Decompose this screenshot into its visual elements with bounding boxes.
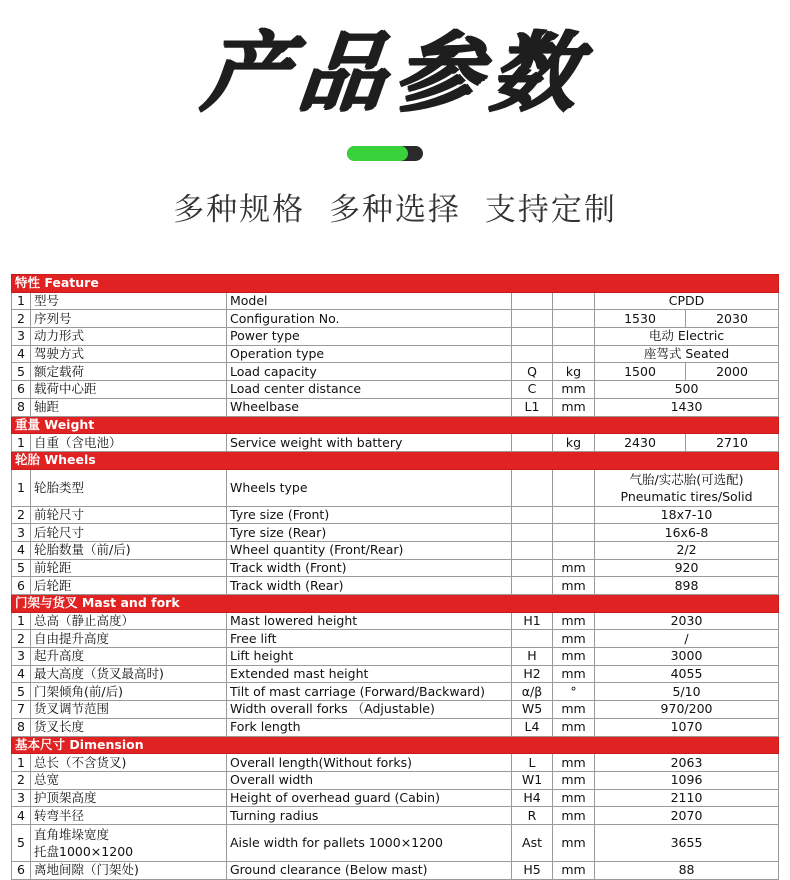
param-unit: [553, 506, 595, 524]
param-unit: mm: [553, 861, 595, 879]
section-header: [12, 595, 779, 613]
param-name-en: Service weight with battery: [227, 434, 512, 452]
param-value: 920: [595, 559, 779, 577]
param-symbol: L: [512, 754, 553, 772]
param-name-cn: 型号: [31, 292, 227, 310]
section-title: 门架与货叉 Mast and fork: [12, 595, 779, 613]
param-unit: kg: [553, 363, 595, 381]
param-symbol: [512, 328, 553, 346]
param-symbol: Q: [512, 363, 553, 381]
param-value: 1530: [595, 310, 686, 328]
param-symbol: [512, 506, 553, 524]
param-value: 2/2: [595, 541, 779, 559]
table-row: [12, 648, 779, 666]
param-name-cn: 动力形式: [31, 328, 227, 346]
param-value: 电动 Electric: [595, 328, 779, 346]
param-name-cn: 后轮距: [31, 577, 227, 595]
param-name-cn: 货叉调节范围: [31, 701, 227, 719]
param-name-en: Load capacity: [227, 363, 512, 381]
param-name-en: Wheels type: [227, 469, 512, 506]
param-name-cn: 总高（静止高度）: [31, 612, 227, 630]
table-row: [12, 541, 779, 559]
param-unit: mm: [553, 824, 595, 861]
param-value: 2110: [595, 789, 779, 807]
param-name-cn: 自由提升高度: [31, 630, 227, 648]
param-name-en: Extended mast height: [227, 665, 512, 683]
param-symbol: H: [512, 648, 553, 666]
param-name-en: Fork length: [227, 718, 512, 736]
page-title: 产品参数: [197, 23, 593, 123]
param-name-en: Load center distance: [227, 381, 512, 399]
subtitle-part: 支持定制: [484, 192, 617, 228]
spec-table-body: [12, 275, 779, 880]
param-symbol: H5: [512, 861, 553, 879]
row-number: 3: [12, 328, 31, 346]
table-row: [12, 630, 779, 648]
param-value: 16x6-8: [595, 524, 779, 542]
table-row: [12, 381, 779, 399]
param-unit: mm: [553, 665, 595, 683]
table-row: [12, 577, 779, 595]
param-unit: °: [553, 683, 595, 701]
param-name-en: Wheelbase: [227, 398, 512, 416]
section-title: 基本尺寸 Dimension: [12, 736, 779, 754]
param-unit: [553, 328, 595, 346]
table-row: [12, 524, 779, 542]
param-unit: mm: [553, 559, 595, 577]
section-header: [12, 736, 779, 754]
param-value: 18x7-10: [595, 506, 779, 524]
param-symbol: H4: [512, 789, 553, 807]
row-number: 3: [12, 648, 31, 666]
param-name-en: Mast lowered height: [227, 612, 512, 630]
table-row: [12, 665, 779, 683]
table-row: [12, 718, 779, 736]
row-number: 6: [12, 381, 31, 399]
row-number: 7: [12, 701, 31, 719]
row-number: 6: [12, 577, 31, 595]
param-value: 2070: [595, 807, 779, 825]
param-unit: [553, 541, 595, 559]
param-name-cn: 额定载荷: [31, 363, 227, 381]
row-number: 3: [12, 789, 31, 807]
subtitle-part: 多种规格: [173, 192, 306, 228]
param-name-en: Ground clearance (Below mast): [227, 861, 512, 879]
row-number: 2: [12, 630, 31, 648]
param-symbol: W5: [512, 701, 553, 719]
param-name-en: Tyre size (Rear): [227, 524, 512, 542]
param-name-cn: 直角堆垛宽度 托盘1000×1200: [31, 824, 227, 861]
progress-pill: [347, 146, 423, 161]
section-header: [12, 451, 779, 469]
param-unit: kg: [553, 434, 595, 452]
row-number: 8: [12, 398, 31, 416]
table-row: [12, 345, 779, 363]
table-row: [12, 328, 779, 346]
param-name-cn: 自重（含电池）: [31, 434, 227, 452]
param-symbol: [512, 310, 553, 328]
subtitle-part: 多种选择: [329, 192, 461, 228]
param-symbol: R: [512, 807, 553, 825]
param-name-en: Overall length(Without forks): [227, 754, 512, 772]
param-name-en: Aisle width for pallets 1000×1200: [227, 824, 512, 861]
row-number: 8: [12, 718, 31, 736]
param-name-en: Track width (Rear): [227, 577, 512, 595]
param-value: 气胎/实芯胎(可选配) Pneumatic tires/Solid: [595, 469, 779, 506]
param-name-en: Operation type: [227, 345, 512, 363]
param-unit: mm: [553, 577, 595, 595]
param-value: 500: [595, 381, 779, 399]
param-symbol: L4: [512, 718, 553, 736]
param-symbol: L1: [512, 398, 553, 416]
row-number: 4: [12, 665, 31, 683]
param-value: 2030: [686, 310, 779, 328]
table-row: [12, 363, 779, 381]
param-name-cn: 总长（不含货叉): [31, 754, 227, 772]
row-number: 4: [12, 345, 31, 363]
table-row: [12, 861, 779, 879]
param-value: 1096: [595, 771, 779, 789]
param-unit: mm: [553, 718, 595, 736]
param-name-en: Width overall forks （Adjustable): [227, 701, 512, 719]
row-number: 5: [12, 824, 31, 861]
param-name-en: Height of overhead guard (Cabin): [227, 789, 512, 807]
row-number: 4: [12, 807, 31, 825]
param-symbol: [512, 577, 553, 595]
table-row: [12, 434, 779, 452]
param-symbol: [512, 292, 553, 310]
subtitle: [0, 188, 790, 232]
param-value: 970/200: [595, 701, 779, 719]
table-row: [12, 398, 779, 416]
param-name-en: Model: [227, 292, 512, 310]
param-value: 座驾式 Seated: [595, 345, 779, 363]
param-value: 898: [595, 577, 779, 595]
param-unit: mm: [553, 789, 595, 807]
param-symbol: [512, 630, 553, 648]
param-name-en: Tyre size (Front): [227, 506, 512, 524]
row-number: 1: [12, 292, 31, 310]
param-name-cn: 货叉长度: [31, 718, 227, 736]
table-row: [12, 789, 779, 807]
section-title: 轮胎 Wheels: [12, 451, 779, 469]
param-value: 3000: [595, 648, 779, 666]
param-name-en: Wheel quantity (Front/Rear): [227, 541, 512, 559]
table-row: [12, 771, 779, 789]
param-value: CPDD: [595, 292, 779, 310]
param-value: 1500: [595, 363, 686, 381]
section-title: 重量 Weight: [12, 416, 779, 434]
table-row: [12, 754, 779, 772]
param-name-cn: 门架倾角(前/后): [31, 683, 227, 701]
param-value: 1430: [595, 398, 779, 416]
table-row: [12, 292, 779, 310]
section-header: [12, 275, 779, 293]
param-unit: [553, 524, 595, 542]
param-name-cn: 后轮尺寸: [31, 524, 227, 542]
table-row: [12, 824, 779, 861]
param-symbol: W1: [512, 771, 553, 789]
param-value: 88: [595, 861, 779, 879]
param-name-cn: 轴距: [31, 398, 227, 416]
param-symbol: [512, 541, 553, 559]
param-symbol: [512, 524, 553, 542]
param-name-en: Tilt of mast carriage (Forward/Backward): [227, 683, 512, 701]
param-name-en: Track width (Front): [227, 559, 512, 577]
row-number: 2: [12, 771, 31, 789]
param-value: 5/10: [595, 683, 779, 701]
param-symbol: H1: [512, 612, 553, 630]
param-value: 2030: [595, 612, 779, 630]
param-symbol: [512, 559, 553, 577]
row-number: 5: [12, 559, 31, 577]
param-name-en: Lift height: [227, 648, 512, 666]
param-name-cn: 最大高度（货叉最高时): [31, 665, 227, 683]
row-number: 1: [12, 612, 31, 630]
param-name-cn: 驾驶方式: [31, 345, 227, 363]
row-number: 6: [12, 861, 31, 879]
param-unit: mm: [553, 807, 595, 825]
param-unit: mm: [553, 771, 595, 789]
row-number: 2: [12, 310, 31, 328]
param-symbol: α/β: [512, 683, 553, 701]
param-symbol: C: [512, 381, 553, 399]
row-number: 5: [12, 683, 31, 701]
param-name-cn: 起升高度: [31, 648, 227, 666]
param-symbol: [512, 434, 553, 452]
param-name-cn: 序列号: [31, 310, 227, 328]
param-unit: mm: [553, 381, 595, 399]
table-row: [12, 559, 779, 577]
param-unit: mm: [553, 701, 595, 719]
table-row: [12, 683, 779, 701]
spec-table: [11, 274, 779, 880]
row-number: 4: [12, 541, 31, 559]
param-symbol: [512, 469, 553, 506]
param-name-en: Power type: [227, 328, 512, 346]
param-value: 1070: [595, 718, 779, 736]
param-value: 2430: [595, 434, 686, 452]
progress-pill-fill: [347, 146, 408, 161]
table-row: [12, 612, 779, 630]
row-number: 3: [12, 524, 31, 542]
row-number: 1: [12, 469, 31, 506]
table-row: [12, 807, 779, 825]
section-header: [12, 416, 779, 434]
param-value: 4055: [595, 665, 779, 683]
row-number: 1: [12, 754, 31, 772]
param-name-cn: 载荷中心距: [31, 381, 227, 399]
param-name-cn: 前轮尺寸: [31, 506, 227, 524]
param-symbol: H2: [512, 665, 553, 683]
param-name-en: Configuration No.: [227, 310, 512, 328]
table-row: [12, 310, 779, 328]
param-name-cn: 轮胎类型: [31, 469, 227, 506]
row-number: 2: [12, 506, 31, 524]
param-name-cn: 前轮距: [31, 559, 227, 577]
table-row: [12, 506, 779, 524]
param-symbol: [512, 345, 553, 363]
table-row: [12, 701, 779, 719]
param-unit: [553, 292, 595, 310]
param-name-en: Overall width: [227, 771, 512, 789]
param-value: 2710: [686, 434, 779, 452]
row-number: 5: [12, 363, 31, 381]
param-name-cn: 转弯半径: [31, 807, 227, 825]
param-unit: mm: [553, 630, 595, 648]
param-unit: [553, 345, 595, 363]
param-value: 2063: [595, 754, 779, 772]
param-name-cn: 总宽: [31, 771, 227, 789]
table-row: [12, 469, 779, 506]
row-number: 1: [12, 434, 31, 452]
param-unit: mm: [553, 754, 595, 772]
param-name-en: Turning radius: [227, 807, 512, 825]
param-name-cn: 护顶架高度: [31, 789, 227, 807]
param-value: /: [595, 630, 779, 648]
param-name-cn: 轮胎数量（前/后): [31, 541, 227, 559]
param-name-en: Free lift: [227, 630, 512, 648]
param-unit: mm: [553, 648, 595, 666]
param-unit: mm: [553, 612, 595, 630]
param-value: 2000: [686, 363, 779, 381]
param-unit: [553, 469, 595, 506]
section-title: 特性 Feature: [12, 275, 779, 293]
param-unit: mm: [553, 398, 595, 416]
param-value: 3655: [595, 824, 779, 861]
param-name-cn: 离地间隙（门架处): [31, 861, 227, 879]
param-symbol: Ast: [512, 824, 553, 861]
param-unit: [553, 310, 595, 328]
